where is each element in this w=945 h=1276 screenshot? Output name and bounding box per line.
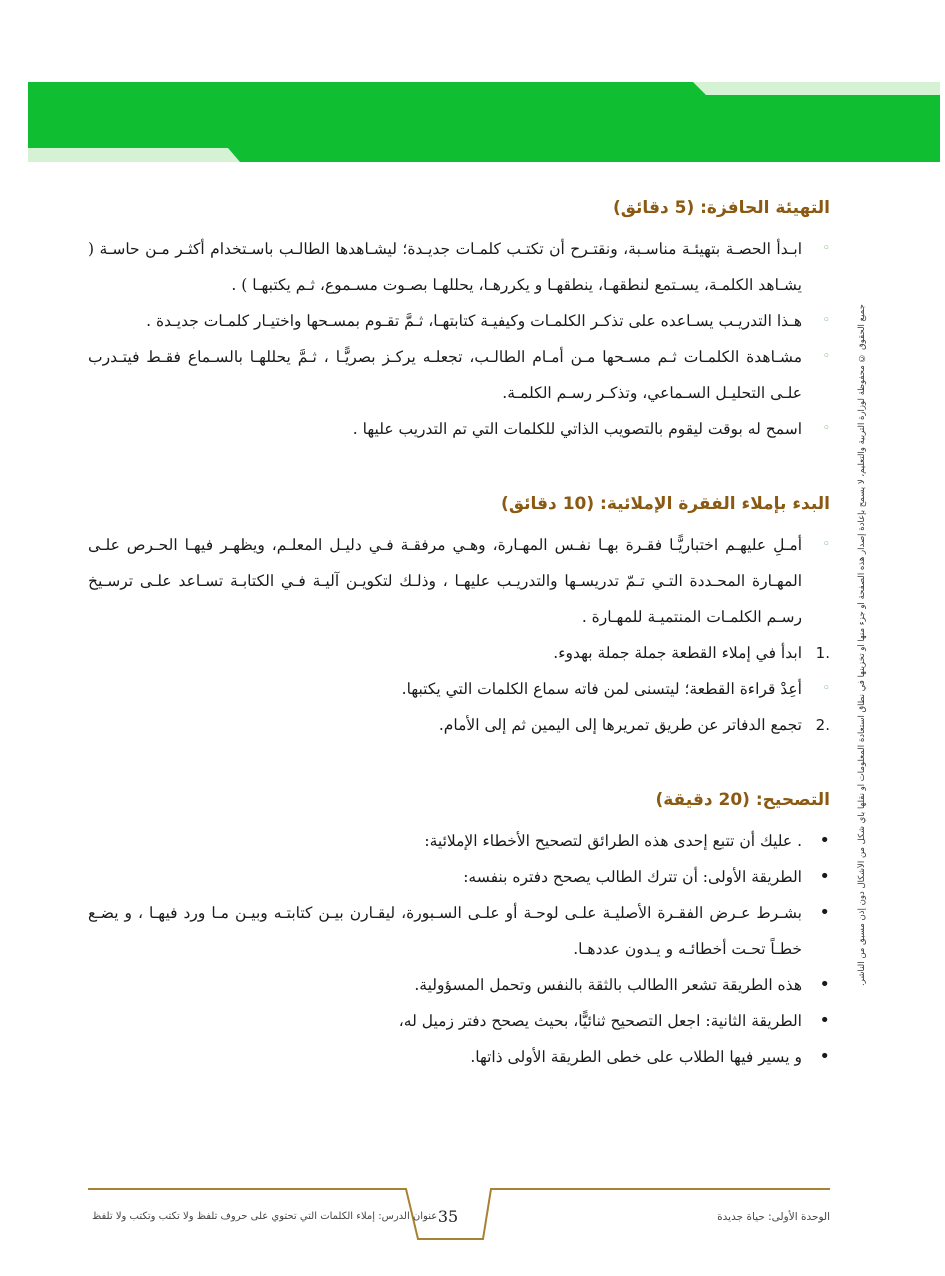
dot-bullet-icon: • [819, 974, 830, 995]
dot-bullet-icon: • [819, 830, 830, 851]
list-item [88, 823, 830, 859]
item-text: الطريقة الأولى: أن تترك الطالب يصحح دفتره بنفسه: [463, 868, 802, 886]
dot-bullet-icon: • [819, 902, 830, 923]
item-number: .2 [815, 716, 830, 734]
item-text: هذه الطريقة تشعر االطالب بالثقة بالنفس وتحمل المسؤولية. [414, 976, 802, 994]
dot-bullet-icon: • [819, 866, 830, 887]
item-text: . عليك أن تتبع إحدى هذه الطرائق لتصحيح الأخطاء الإملائية: [424, 832, 802, 850]
item-text: اسمح له بوقت ليقوم بالتصويب الذاتي للكلمات التي تم التدريب عليها . [352, 420, 802, 438]
item-text: هـذا التدريـب يسـاعده على تذكـر الكلمـات وكيفيـة كتابتهـا، ثـمَّ تقـوم بمسـحها واختيـار كلمـات جديـدة . [146, 312, 802, 330]
page-footer [88, 1183, 830, 1243]
item-text: الطريقة الثانية: اجعل التصحيح ثنائيًّا، بحيث يصحح دفتر زميل له، [398, 1012, 802, 1030]
section-title-dictation: البدء بإملاء الفقرة الإملائية: (10 دقائق) [501, 494, 830, 514]
circle-bullet-icon: ◦ [822, 681, 830, 696]
item-text: أمـلِ عليهـم اختباريًّـا فقـرة بهـا نفـس المهـارة، وهـي مرفقـة فـي دليـل المعلـم، ويظهـر فيهـا الحـرص علـى المهـارة المحـددة التـي تـمّ تدريسـها والتدريـب عليهـا ، وذلـك لتكويـن آليـة فـي الكتابـة تسـاعد علـى ترسـيخ رسـم الكلمـات المنتميـة للمهـارة . [88, 536, 802, 626]
unit-title: الوحدة الأولى: حياة جديدة [717, 1211, 830, 1223]
list-item [88, 671, 830, 707]
list-item [88, 411, 830, 447]
page-number: 35 [437, 1207, 459, 1226]
circle-bullet-icon: ◦ [822, 421, 830, 436]
list-item [88, 967, 830, 1003]
list-item [88, 1039, 830, 1075]
list-item [88, 895, 830, 967]
warmup-list [88, 231, 830, 447]
dictation-list [88, 527, 830, 743]
circle-bullet-icon: ◦ [822, 313, 830, 328]
list-item [88, 635, 830, 671]
circle-bullet-icon: ◦ [822, 241, 830, 256]
copyright-note: جميع الحقوق © محفوظة لوزارة التربية والتعليم، لا يسمح بإعادة إصدار هذه الصفحة أو جزء منها أو تخزينها في نطاق استعادة المعلومات أو نقلها بأي شكل من الأشكال دون إذن مسبق من الناشر. [857, 304, 867, 986]
section-title-warmup: التهيئة الحافزة: (5 دقائق) [612, 198, 830, 218]
lesson-title: عنوان الدرس: إملاء الكلمات التي تحتوي على حروف تلفظ ولا تكتب وتكتب ولا تلفظ [92, 1211, 438, 1222]
item-number: .1 [815, 644, 830, 662]
circle-bullet-icon: ◦ [822, 349, 830, 364]
section-title-correction: التصحيح: (20 دقيقة) [655, 790, 830, 810]
item-text: تجمع الدفاتر عن طريق تمريرها إلى اليمين ثم إلى الأمام. [438, 716, 802, 734]
lesson-content [88, 195, 830, 1075]
list-item [88, 303, 830, 339]
item-text: و يسير فيها الطلاب على خطى الطريقة الأولى ذاتها. [470, 1048, 802, 1066]
dot-bullet-icon: • [819, 1010, 830, 1031]
list-item [88, 707, 830, 743]
list-item [88, 339, 830, 411]
item-text: بشـرط عـرض الفقـرة الأصليـة علـى لوحـة أو علـى السـبورة، ليقـارن بيـن كتابتـه وبيـن مـا ورد فيهـا ، و يضـع خطـاً تحـت أخطائـه و يـدون عددهـا. [88, 904, 802, 958]
list-item [88, 527, 830, 635]
circle-bullet-icon: ◦ [822, 537, 830, 552]
header-banner [28, 82, 940, 162]
item-text: أعِدْ قراءة القطعة؛ ليتسنى لمن فاته سماع الكلمات التي يكتبها. [401, 680, 802, 698]
list-item [88, 231, 830, 303]
item-text: ابدأ في إملاء القطعة جملة جملة بهدوء. [553, 644, 802, 662]
list-item [88, 1003, 830, 1039]
dot-bullet-icon: • [819, 1046, 830, 1067]
item-text: مشـاهدة الكلمـات ثـم مسـحها مـن أمـام الطالـب، تجعلـه يركـز بصريًّـا ، ثـمَّ يحللهـا بالسـماع فقـط فيتـدرب علـى التحليـل السـماعي، وتذكـر رسـم الكلمـة. [88, 348, 802, 402]
list-item [88, 859, 830, 895]
item-text: ابـدأ الحصـة بتهيئـة مناسـبة، ونقتـرح أن تكتـب كلمـات جديـدة؛ ليشـاهدها الطالـب باسـتخدام أكثـر مـن حاسـة ( يشـاهد الكلمـة، يسـتمع لنطقهـا، ينطقهـا و يكررهـا، يحللهـا بصـوت مسـموع، ثـم يكتبهـا ) . [88, 240, 802, 294]
correction-list [88, 823, 830, 1075]
